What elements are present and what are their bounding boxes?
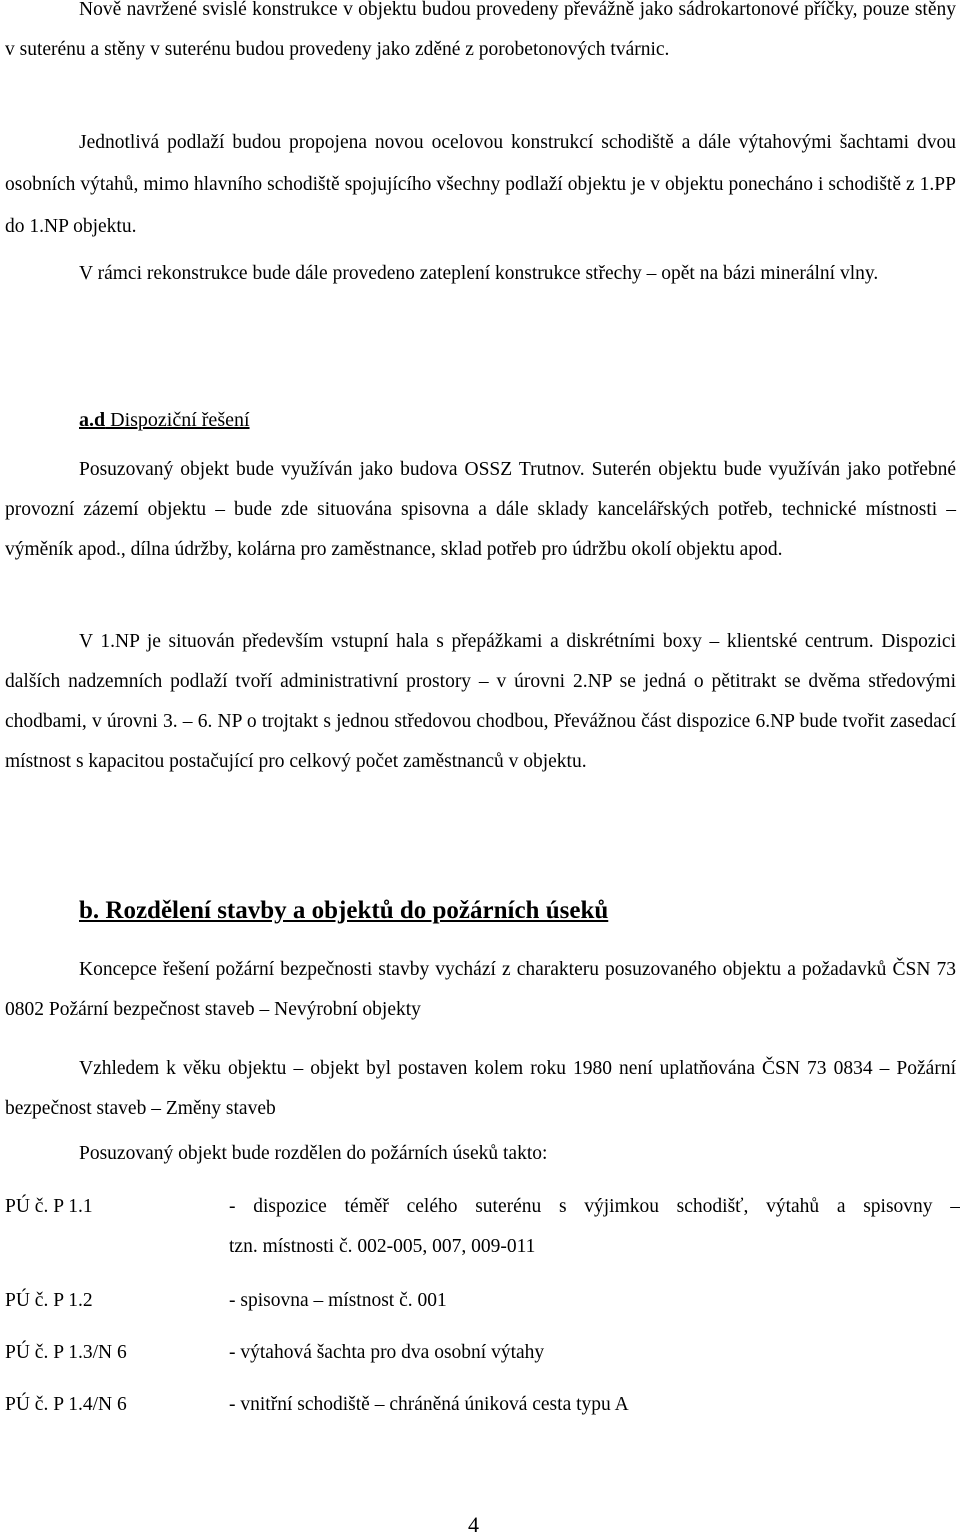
fire-zone-code: PÚ č. P 1.4/N 6 [5, 1394, 127, 1415]
paragraph-floor-layout [5, 622, 956, 782]
paragraph-zone-intro: Posuzovaný objekt bude rozdělen do požárních úseků takto: [79, 1143, 548, 1164]
paragraph-roof-insulation [5, 254, 956, 294]
paragraph-building-age [5, 1049, 956, 1129]
paragraph-text: Nově navržené svislé konstrukce v objektu budou provedeny převážně jako sádrokartonové příčky, pouze stěny v suterénu a stěny v suterénu budou provedeny jako zděné z porobetonových tvárnic. [5, 0, 956, 60]
paragraph-text: Vzhledem k věku objektu – objekt byl postaven kolem roku 1980 není uplatňována ČSN 73 0834 – Požární bezpečnost staveb – Změny staveb [5, 1058, 956, 1119]
fire-zone-description: - vnitřní schodiště – chráněná úniková cesta typu A [229, 1394, 629, 1415]
fire-zone-code: PÚ č. P 1.3/N 6 [5, 1342, 127, 1363]
subsection-label: a.d [79, 409, 106, 431]
paragraph-staircases [5, 122, 956, 248]
fire-zone-description [229, 1187, 960, 1267]
paragraph-text: Koncepce řešení požární bezpečnosti stavby vychází z charakteru posuzovaného objektu a požadavků ČSN 73 0802 Požární bezpečnost staveb – Nevýrobní objekty [5, 959, 956, 1020]
paragraph-building-use [5, 450, 956, 570]
fire-zone-description-line: tzn. místnosti č. 002-005, 007, 009-011 [229, 1236, 536, 1257]
subsection-heading [79, 406, 250, 434]
fire-zone-description: - spisovna – místnost č. 001 [229, 1290, 447, 1311]
paragraph-text: Jednotlivá podlaží budou propojena novou ocelovou konstrukcí schodiště a dále výtahovými šachtami dvou osobních výtahů, mimo hlavního schodiště spojujícího všechny podlaží objektu je v objektu ponecháno i schodiště z 1.PP do 1.NP objektu. [5, 132, 956, 237]
fire-zone-code: PÚ č. P 1.2 [5, 1290, 93, 1311]
paragraph-partitions [5, 0, 956, 70]
subsection-title: Dispoziční řešení [105, 409, 250, 431]
fire-zone-description-line: - dispozice téměř celého suterénu s výjimkou schodišť, výtahů a spisovny – [229, 1196, 960, 1217]
page-number: 4 [468, 1512, 479, 1537]
paragraph-text: V rámci rekonstrukce bude dále provedeno zateplení konstrukce střechy – opět na bázi minerální vlny. [79, 263, 879, 284]
fire-zone-code: PÚ č. P 1.1 [5, 1196, 93, 1217]
paragraph-text: Posuzovaný objekt bude využíván jako budova OSSZ Trutnov. Suterén objektu bude využíván jako potřebné provozní zázemí objektu – bude zde situována spisovna a dále sklady kancelářských potřeb, technické místnosti – výměník apod., dílna údržby, kolárna pro zaměstnance, sklad potřeb pro údržbu okolí objektu apod. [5, 459, 956, 560]
paragraph-text: V 1.NP je situován především vstupní hala s přepážkami a diskrétními boxy – klientské centrum. Dispozici dalších nadzemních podlaží tvoří administrativní prostory – v úrovni 2.NP se jedná o pětitrakt se dvěma středovými chodbami, v úrovni 3. – 6. NP o trojtakt s jednou středovou chodbou, Převážnou část dispozice 6.NP bude tvořit zasedací místnost s kapacitou postačující pro celkový počet zaměstnanců v objektu. [5, 631, 956, 772]
paragraph-fire-concept [5, 950, 956, 1030]
fire-zone-description: - výtahová šachta pro dva osobní výtahy [229, 1342, 545, 1363]
section-heading: b. Rozdělení stavby a objektů do požárních úseků [79, 897, 609, 924]
